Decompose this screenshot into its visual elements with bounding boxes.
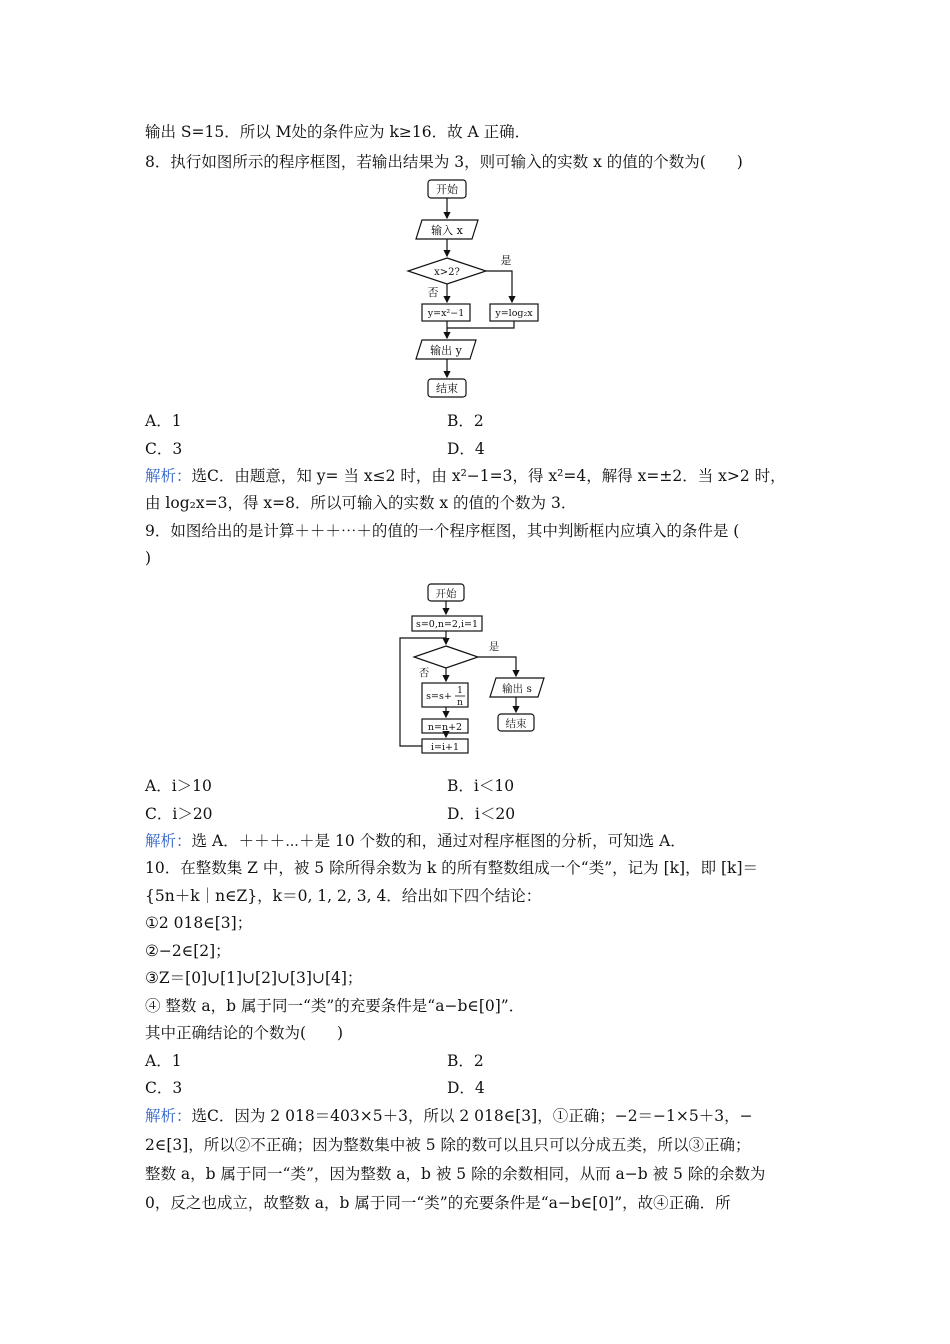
right-box-label: y=log₂x	[495, 308, 533, 319]
question-10-cont: {5n＋k｜n∈Z}，k＝0, 1, 2, 3, 4．给出如下四个结论：	[145, 887, 542, 905]
solution-8-line-2: 由 log₂x=3，得 x=8．所以可输入的实数 x 的值的个数为 3．	[145, 494, 577, 512]
left-box-label: y=x²−1	[427, 308, 465, 319]
flowchart-q8	[400, 176, 560, 404]
yes-label: 是	[488, 641, 500, 653]
option-c: C．i＞20	[145, 805, 213, 823]
start-label: 开始	[435, 588, 457, 600]
solution-label: 解析：	[145, 467, 192, 485]
no-label: 否	[427, 286, 439, 299]
option-a: A．1	[145, 1052, 182, 1070]
yes-label: 是	[500, 254, 512, 267]
option-d: D．i＜20	[447, 805, 516, 823]
solution-8-line-1: 解析：选C．由题意，知 y= 当 x≤2 时，由 x²−1=3，得 x²=4，解得 x=±2．当 x>2 时，	[145, 467, 786, 485]
solution-label: 解析：	[145, 1107, 192, 1125]
conclusion-3: ③Z＝[0]∪[1]∪[2]∪[3]∪[4]；	[145, 969, 363, 987]
question-10-ask: 其中正确结论的个数为( )	[145, 1024, 344, 1042]
question-9: 9．如图给出的是计算＋＋＋⋯＋的值的一个程序框图，其中判断框内应填入的条件是 (	[145, 522, 740, 540]
i-label: i=i+1	[430, 742, 460, 753]
solution-10-line-4: 0，反之也成立，故整数 a，b 属于同一“类”的充要条件是“a−b∈[0]”，故④正确．所	[145, 1194, 731, 1212]
output-label: 输出 s	[502, 683, 532, 695]
no-label: 否	[418, 667, 430, 679]
solution-10-line-1: 解析：选C．因为 2 018＝403×5＋3，所以 2 018∈[3]，①正确；−2＝−1×5＋3，−	[145, 1107, 753, 1125]
question-9-cont: )	[145, 549, 152, 567]
question-8: 8．执行如图所示的程序框图，若输出结果为 3，则可输入的实数 x 的值的个数为( )	[145, 153, 743, 171]
option-c: C．3	[145, 1079, 183, 1097]
end-label: 结束	[436, 382, 458, 395]
init-label: s=0,n=2,i=1	[415, 619, 479, 630]
option-a: A．i＞10	[145, 777, 212, 795]
condition-label: x>2?	[434, 267, 460, 278]
option-d: D．4	[447, 1079, 485, 1097]
fraction-denominator: n	[457, 698, 463, 708]
end-label: 结束	[505, 718, 527, 730]
conclusion-2: ②−2∈[2]；	[145, 942, 231, 960]
sum-label: s=s+	[426, 691, 452, 702]
option-c: C．3	[145, 440, 183, 458]
solution-10-line-2: 2∈[3]，所以②不正确；因为整数集中被 5 除的数可以且只可以分成五类，所以③正确；	[145, 1136, 751, 1154]
input-label: 输入 x	[431, 224, 463, 237]
option-b: B．i＜10	[447, 777, 515, 795]
n-label: n=n+2	[427, 722, 463, 733]
solution-9: 解析：选 A．＋＋＋⋯＋是 10 个数的和，通过对程序框图的分析，可知选 A．	[145, 832, 686, 850]
conclusion-1: ①2 018∈[3]；	[145, 914, 253, 932]
option-b: B．2	[447, 412, 484, 430]
flowchart-q9	[398, 580, 578, 764]
option-b: B．2	[447, 1052, 484, 1070]
option-a: A．1	[145, 412, 182, 430]
output-label: 输出 y	[430, 344, 462, 357]
fraction-numerator: 1	[457, 686, 463, 696]
text-line: 输出 S=15．所以 M处的条件应为 k≥16．故 A 正确．	[145, 123, 531, 141]
decision-diamond	[414, 646, 478, 668]
solution-10-line-3: 整数 a，b 属于同一“类”，因为整数 a，b 被 5 除的余数相同，从而 a−b 被 5 除的余数为	[145, 1165, 766, 1183]
conclusion-4: ④ 整数 a，b 属于同一“类”的充要条件是“a−b∈[0]”．	[145, 997, 525, 1015]
start-label: 开始	[436, 183, 458, 196]
question-10: 10．在整数集 Z 中，被 5 除所得余数为 k 的所有整数组成一个“类”，记为 [k]，即 [k]＝	[145, 859, 758, 877]
solution-label: 解析：	[145, 832, 192, 850]
option-d: D．4	[447, 440, 485, 458]
